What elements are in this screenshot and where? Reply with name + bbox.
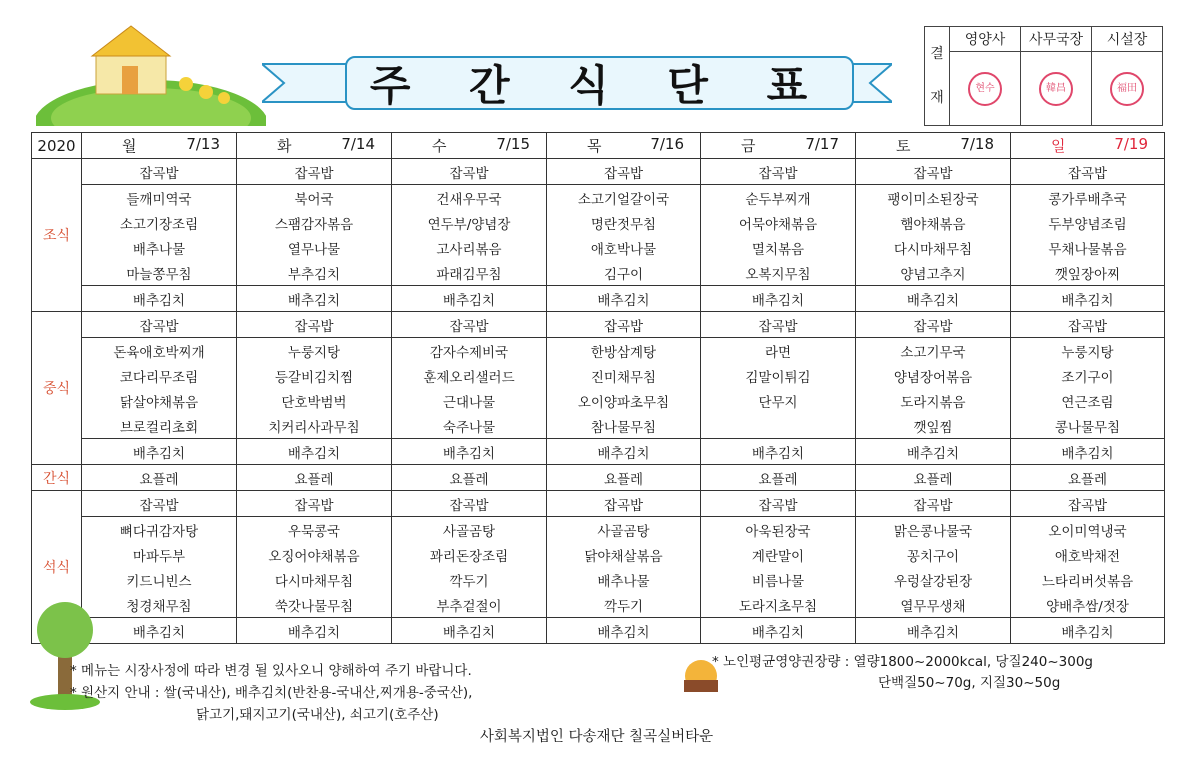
menu-item: 잡곡밥 [1011, 159, 1165, 185]
day-header-2 [392, 133, 547, 159]
menu-item: 계란말이 [701, 542, 856, 567]
menu-item: 잡곡밥 [237, 491, 392, 517]
menu-item: 오징어야채볶음 [237, 542, 392, 567]
menu-item: 배추김치 [82, 286, 237, 312]
menu-item: 잡곡밥 [392, 491, 547, 517]
day-name: 금 [741, 137, 756, 155]
menu-row [32, 413, 1165, 439]
menu-item: 애호박채전 [1011, 542, 1165, 567]
menu-item: 도라지초무침 [701, 592, 856, 618]
menu-item: 훈제오리샐러드 [392, 363, 547, 388]
menu-item: 부추겉절이 [392, 592, 547, 618]
menu-item: 깍두기 [547, 592, 701, 618]
seal-stamp: 현수 [968, 72, 1002, 106]
day-header-0 [82, 133, 237, 159]
note-origin-cont: 닭고기,돼지고기(국내산), 쇠고기(호주산) [196, 707, 439, 723]
menu-item: 배추김치 [82, 439, 237, 465]
menu-item: 마파두부 [82, 542, 237, 567]
menu-item: 요플레 [701, 465, 856, 491]
menu-item: 배추김치 [392, 286, 547, 312]
menu-item: 단호박범벅 [237, 388, 392, 413]
day-date: 7/19 [1114, 135, 1148, 153]
menu-item: 잡곡밥 [82, 159, 237, 185]
menu-item: 배추나물 [82, 235, 237, 260]
footer-organization: 사회복지법인 다송재단 칠곡실버타운 [479, 729, 714, 745]
menu-item: 어묵야채볶음 [701, 210, 856, 235]
menu-item: 요플레 [82, 465, 237, 491]
menu-item: 잡곡밥 [237, 312, 392, 338]
menu-item: 배추김치 [392, 439, 547, 465]
menu-item: 깻잎찜 [856, 413, 1011, 439]
menu-item: 배추김치 [1011, 286, 1165, 312]
menu-item: 다시마채무침 [856, 235, 1011, 260]
menu-row [32, 260, 1165, 286]
menu-item: 소고기얼갈이국 [547, 185, 701, 211]
menu-item: 누룽지탕 [237, 338, 392, 364]
menu-item: 숙주나물 [392, 413, 547, 439]
menu-item: 배추김치 [237, 286, 392, 312]
menu-item: 팽이미소된장국 [856, 185, 1011, 211]
menu-row [32, 235, 1165, 260]
menu-item: 북어국 [237, 185, 392, 211]
menu-item: 코다리무조림 [82, 363, 237, 388]
menu-item: 닭살야채볶음 [82, 388, 237, 413]
nutrition-notes [712, 652, 1093, 694]
day-name: 일 [1051, 137, 1066, 155]
menu-item: 쑥갓나물무침 [237, 592, 392, 618]
menu-item: 단무지 [701, 388, 856, 413]
menu-item: 배추김치 [701, 618, 856, 644]
menu-item: 배추김치 [547, 439, 701, 465]
menu-item: 순두부찌개 [701, 185, 856, 211]
menu-item: 소고기장조림 [82, 210, 237, 235]
day-date: 7/16 [650, 135, 684, 153]
menu-item: 등갈비김치찜 [237, 363, 392, 388]
day-header-1 [237, 133, 392, 159]
menu-item: 김구이 [547, 260, 701, 286]
menu-item [701, 413, 856, 439]
menu-item: 배추김치 [237, 618, 392, 644]
day-date: 7/13 [186, 135, 220, 153]
menu-item: 잡곡밥 [82, 312, 237, 338]
nutrition-line-1: * 노인평균영양권장량 : 열량1800~2000kcal, 당질240~300g [712, 654, 1093, 670]
menu-item: 우렁살강된장 [856, 567, 1011, 592]
menu-item: 잡곡밥 [701, 491, 856, 517]
day-name: 수 [432, 137, 447, 155]
menu-item: 치커리사과무침 [237, 413, 392, 439]
menu-item: 사골곰탕 [392, 517, 547, 543]
menu-item: 오복지무침 [701, 260, 856, 286]
day-date: 7/15 [496, 135, 530, 153]
note-menu-change: * 메뉴는 시장사정에 따라 변경 될 있사오니 양해하여 주기 바랍니다. [70, 663, 472, 679]
menu-item: 배추김치 [701, 439, 856, 465]
menu-row [32, 592, 1165, 618]
menu-item: 뼈다귀감자탕 [82, 517, 237, 543]
menu-item: 우묵콩국 [237, 517, 392, 543]
day-date: 7/17 [805, 135, 839, 153]
menu-item: 고사리볶음 [392, 235, 547, 260]
menu-item: 키드니빈스 [82, 567, 237, 592]
menu-item: 두부양념조림 [1011, 210, 1165, 235]
seal-stamp: 韓昌 [1039, 72, 1073, 106]
menu-row [32, 338, 1165, 364]
menu-item: 양념장어볶음 [856, 363, 1011, 388]
menu-item: 깍두기 [392, 567, 547, 592]
menu-item: 요플레 [856, 465, 1011, 491]
menu-item: 건새우무국 [392, 185, 547, 211]
menu-item: 청경채무침 [82, 592, 237, 618]
menu-item: 열무나물 [237, 235, 392, 260]
menu-row [32, 312, 1165, 338]
menu-item: 맑은콩나물국 [856, 517, 1011, 543]
menu-item: 오이양파초무침 [547, 388, 701, 413]
menu-row [32, 185, 1165, 211]
weekly-menu-table [31, 132, 1165, 644]
menu-item: 열무무생채 [856, 592, 1011, 618]
menu-row [32, 439, 1165, 465]
menu-item: 명란젓무침 [547, 210, 701, 235]
menu-item: 라면 [701, 338, 856, 364]
menu-item: 깻잎장아찌 [1011, 260, 1165, 286]
menu-item: 양배추쌈/젓장 [1011, 592, 1165, 618]
approval-stamp-nutritionist [950, 52, 1021, 126]
menu-item: 닭야채살볶음 [547, 542, 701, 567]
day-name: 화 [277, 137, 292, 155]
menu-item: 잡곡밥 [237, 159, 392, 185]
menu-item: 파래김무침 [392, 260, 547, 286]
menu-item: 한방삼계탕 [547, 338, 701, 364]
menu-item: 꽈리돈장조림 [392, 542, 547, 567]
menu-item: 잡곡밥 [82, 491, 237, 517]
menu-item: 햄야채볶음 [856, 210, 1011, 235]
menu-item: 잡곡밥 [856, 159, 1011, 185]
menu-item: 소고기무국 [856, 338, 1011, 364]
menu-item: 도라지볶음 [856, 388, 1011, 413]
menu-item: 잡곡밥 [856, 312, 1011, 338]
day-date: 7/14 [341, 135, 375, 153]
menu-item: 느타리버섯볶음 [1011, 567, 1165, 592]
menu-row [32, 286, 1165, 312]
day-header-4 [701, 133, 856, 159]
menu-item: 김말이튀김 [701, 363, 856, 388]
menu-item: 잡곡밥 [547, 159, 701, 185]
menu-item: 연두부/양념장 [392, 210, 547, 235]
notes [70, 660, 472, 726]
approval-side-label: 결 재 [925, 27, 950, 126]
menu-item: 배추나물 [547, 567, 701, 592]
menu-item: 스팸감자볶음 [237, 210, 392, 235]
menu-row [32, 388, 1165, 413]
approval-header-secretary: 사무국장 [1021, 27, 1092, 52]
approval-header-director: 시설장 [1092, 27, 1163, 52]
menu-item: 비름나물 [701, 567, 856, 592]
nutrition-line-2: 단백질50~70g, 지질30~50g [878, 675, 1061, 691]
menu-item: 배추김치 [1011, 439, 1165, 465]
menu-item: 누룽지탕 [1011, 338, 1165, 364]
menu-row [32, 618, 1165, 644]
menu-item: 브로컬리초회 [82, 413, 237, 439]
approval-box [924, 26, 1163, 126]
menu-item: 콩가루배추국 [1011, 185, 1165, 211]
menu-item: 양념고추지 [856, 260, 1011, 286]
day-date: 7/18 [960, 135, 994, 153]
menu-item: 배추김치 [856, 618, 1011, 644]
menu-item: 콩나물무침 [1011, 413, 1165, 439]
menu-item: 배추김치 [547, 286, 701, 312]
menu-item: 멸치볶음 [701, 235, 856, 260]
note-origin: * 원산지 안내 : 쌀(국내산), 배추김치(반찬용-국내산,찌개용-중국산), [70, 685, 473, 701]
house-hill-illustration [36, 18, 266, 126]
day-name: 목 [587, 137, 602, 155]
menu-item: 요플레 [237, 465, 392, 491]
menu-row [32, 491, 1165, 517]
menu-row [32, 567, 1165, 592]
menu-row [32, 210, 1165, 235]
menu-item: 오이미역냉국 [1011, 517, 1165, 543]
menu-item: 요플레 [1011, 465, 1165, 491]
menu-item: 배추김치 [82, 618, 237, 644]
menu-item: 마늘쫑무침 [82, 260, 237, 286]
approval-stamp-director [1092, 52, 1163, 126]
menu-item: 잡곡밥 [701, 312, 856, 338]
menu-item: 다시마채무침 [237, 567, 392, 592]
menu-item: 요플레 [547, 465, 701, 491]
seal-stamp: 福田 [1110, 72, 1144, 106]
menu-item: 배추김치 [392, 618, 547, 644]
day-header-6 [1011, 133, 1165, 159]
menu-item: 진미채무침 [547, 363, 701, 388]
meal-label: 중식 [32, 312, 82, 465]
meal-label: 조식 [32, 159, 82, 312]
menu-item: 배추김치 [856, 286, 1011, 312]
menu-item: 배추김치 [547, 618, 701, 644]
menu-item: 요플레 [392, 465, 547, 491]
menu-item: 애호박나물 [547, 235, 701, 260]
day-header-5 [856, 133, 1011, 159]
day-name: 월 [122, 137, 137, 155]
menu-item: 잡곡밥 [392, 159, 547, 185]
year-cell: 2020 [32, 133, 82, 159]
menu-item: 잡곡밥 [547, 491, 701, 517]
menu-row [32, 363, 1165, 388]
meal-label: 간식 [32, 465, 82, 491]
approval-header-nutritionist: 영양사 [950, 27, 1021, 52]
approval-stamp-secretary [1021, 52, 1092, 126]
menu-item: 돈육애호박찌개 [82, 338, 237, 364]
menu-item: 조기구이 [1011, 363, 1165, 388]
menu-item: 잡곡밥 [856, 491, 1011, 517]
menu-item: 배추김치 [701, 286, 856, 312]
menu-item: 잡곡밥 [1011, 491, 1165, 517]
menu-row [32, 517, 1165, 543]
day-name: 토 [896, 137, 911, 155]
menu-item: 근대나물 [392, 388, 547, 413]
menu-row [32, 465, 1165, 491]
menu-item: 참나물무침 [547, 413, 701, 439]
menu-item: 배추김치 [1011, 618, 1165, 644]
meal-label: 석식 [32, 491, 82, 644]
menu-item: 잡곡밥 [701, 159, 856, 185]
page-title: 주 간 식 단 표 [345, 56, 854, 110]
menu-item: 들깨미역국 [82, 185, 237, 211]
menu-item: 아욱된장국 [701, 517, 856, 543]
menu-item: 배추김치 [237, 439, 392, 465]
day-header-3 [547, 133, 701, 159]
menu-item: 부추김치 [237, 260, 392, 286]
menu-item: 감자수제비국 [392, 338, 547, 364]
menu-item: 잡곡밥 [392, 312, 547, 338]
menu-item: 무채나물볶음 [1011, 235, 1165, 260]
menu-item: 꽁치구이 [856, 542, 1011, 567]
menu-item: 잡곡밥 [547, 312, 701, 338]
menu-row [32, 542, 1165, 567]
day-header-row [32, 133, 1165, 159]
menu-item: 사골곰탕 [547, 517, 701, 543]
menu-item: 잡곡밥 [1011, 312, 1165, 338]
menu-item: 연근조림 [1011, 388, 1165, 413]
menu-item: 배추김치 [856, 439, 1011, 465]
menu-row [32, 159, 1165, 185]
